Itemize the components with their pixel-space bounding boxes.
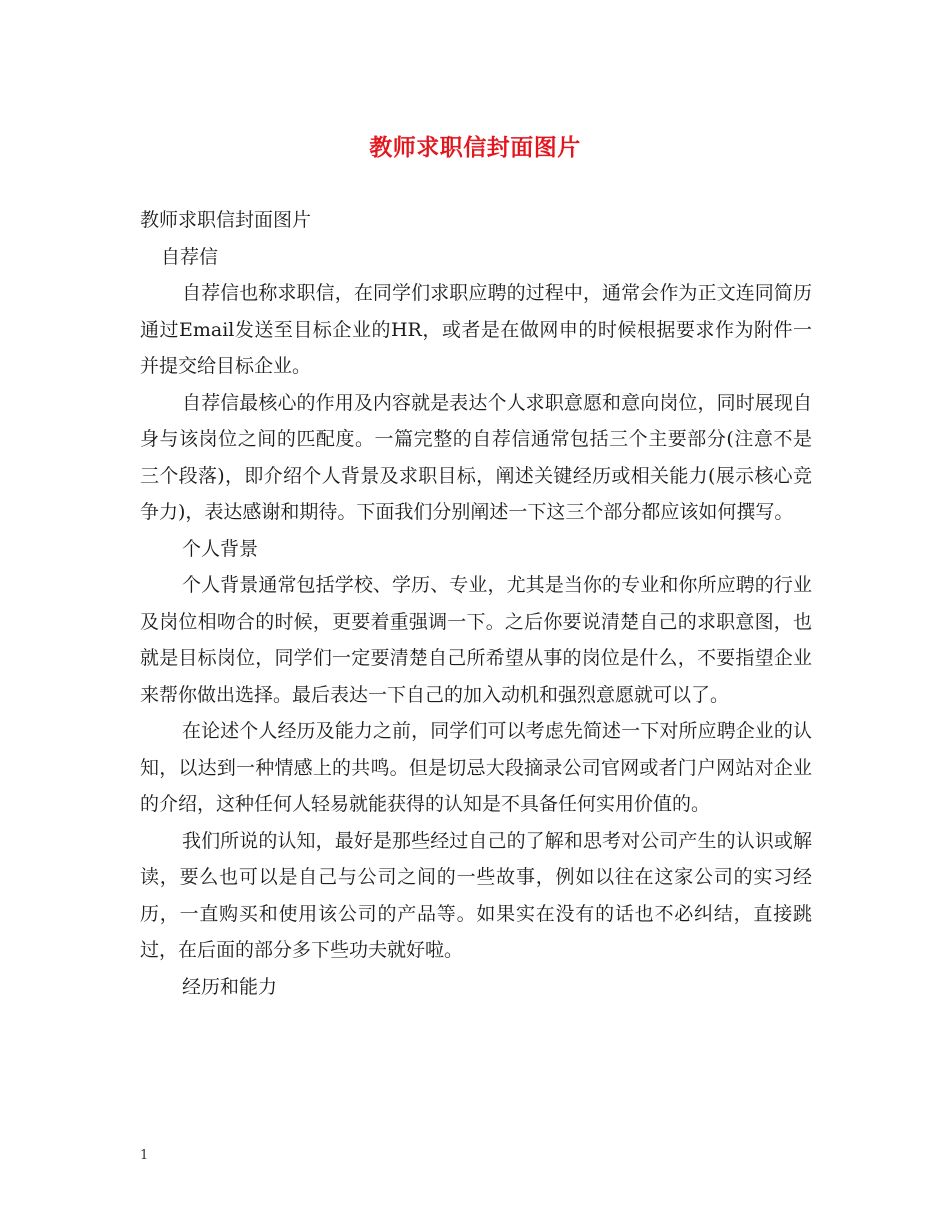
paragraph: 在论述个人经历及能力之前，同学们可以考虑先简述一下对所应聘企业的认知，以达到一种情感上的共鸣。但是切忌大段摘录公司官网或者门户网站对企业的介绍，这种任何人轻易就能获得的认知是不具备任何实用价值的。 [140, 720, 812, 815]
document-body [140, 202, 812, 1005]
page-number: 1 [140, 1148, 149, 1163]
paragraph: 自荐信也称求职信，在同学们求职应聘的过程中，通常会作为正文连同简历通过Email发送至目标企业的HR，或者是在做网申的时候根据要求作为附件一并提交给目标企业。 [140, 282, 812, 377]
document-title: 教师求职信封面图片 [369, 134, 581, 161]
paragraph: 我们所说的认知，最好是那些经过自己的了解和思考对公司产生的认识或解读，要么也可以是自己与公司之间的一些故事，例如以往在这家公司的实习经历，一直购买和使用该公司的产品等。如果实在没有的话也不必纠结，直接跳过，在后面的部分多下些功夫就好啦。 [140, 829, 812, 961]
paragraph: 个人背景通常包括学校、学历、专业，尤其是当你的专业和你所应聘的行业及岗位相吻合的时候，更要着重强调一下。之后你要说清楚自己的求职意图，也就是目标岗位，同学们一定要清楚自己所希望从事的岗位是什么，不要指望企业来帮你做出选择。最后表达一下自己的加入动机和强烈意愿就可以了。 [140, 574, 812, 706]
paragraph-heading: 教师求职信封面图片 [140, 209, 312, 231]
paragraph-section-label: 自荐信 [161, 245, 219, 268]
paragraph: 自荐信最核心的作用及内容就是表达个人求职意愿和意向岗位，同时展现自身与该岗位之间的匹配度。一篇完整的自荐信通常包括三个主要部分(注意不是三个段落)，即介绍个人背景及求职目标，阐述关键经历或相关能力(展示核心竞争力)，表达感谢和期待。下面我们分别阐述一下这三个部分都应该如何撰写。 [140, 391, 812, 523]
paragraph-subheading: 个人背景 [182, 537, 259, 560]
paragraph-subheading: 经历和能力 [182, 975, 278, 998]
